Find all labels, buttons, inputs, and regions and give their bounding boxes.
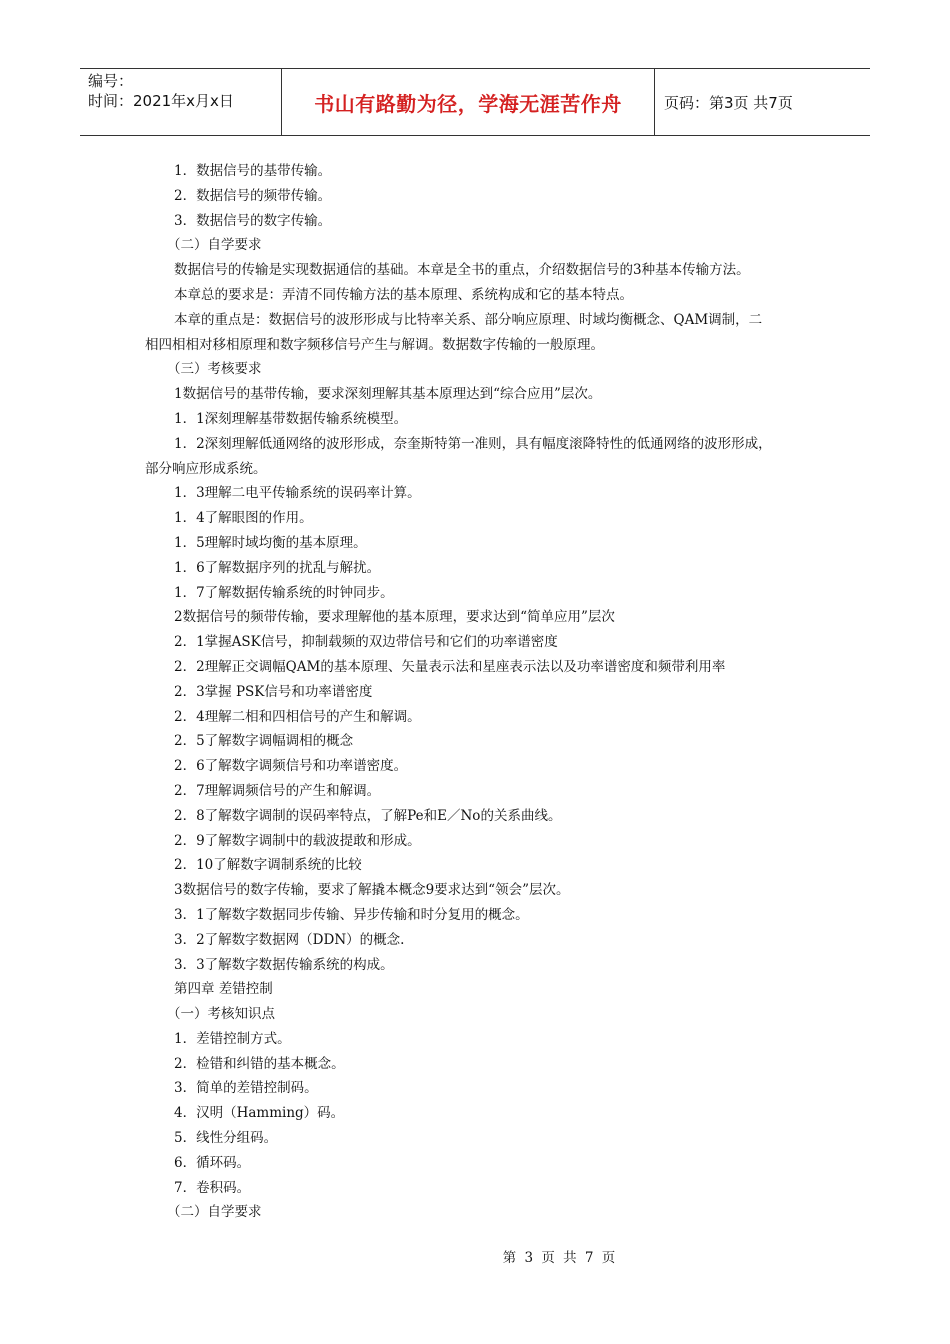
text-line: 1．5理解时域均衡的基本原理。 — [174, 534, 367, 551]
text-line: 3．2了解数字数据网（DDN）的概念. — [174, 931, 405, 948]
text-line: （一）考核知识点 — [167, 1006, 275, 1023]
text-line: 3数据信号的数字传输，要求了解撬本概念9要求达到“领会”层次。 — [174, 882, 570, 899]
text-line: 6．循环码。 — [174, 1154, 251, 1171]
text-line: 部分响应形成系统。 — [145, 460, 267, 477]
text-line: 3．3了解数字数据传输系统的构成。 — [174, 956, 394, 973]
text-line: 2．3掌握 PSK信号和功率谱密度 — [174, 683, 373, 700]
text-line: 1．7了解数据传输系统的时钟同步。 — [174, 584, 394, 601]
text-line: 2．10了解数字调制系统的比较 — [174, 857, 362, 874]
text-line: 1．3理解二电平传输系统的误码率计算。 — [174, 485, 421, 502]
document-body — [145, 159, 810, 1225]
page-header — [80, 68, 870, 136]
text-line: 2．2理解正交调幅QAM的基本原理、矢量表示法和星座表示法以及功率谱密度和频带利用率 — [174, 658, 726, 675]
text-line: 相四相相对移相原理和数字频移信号产生与解调。数据数字传输的一般原理。 — [145, 336, 604, 353]
text-line: 2．1掌握ASK信号，抑制载频的双边带信号和它们的功率谱密度 — [174, 634, 558, 651]
text-line: 2数据信号的频带传输，要求理解他的基本原理，要求达到“简单应用”层次 — [174, 609, 615, 626]
text-line: 5．线性分组码。 — [174, 1130, 278, 1147]
text-line: 2．9了解数字调制中的载波提敢和形成。 — [174, 832, 421, 849]
document-time-label: 时间：2021年x月x日 — [88, 92, 234, 110]
text-line: （三）考核要求 — [167, 361, 262, 378]
document-number-label: 编号： — [88, 72, 134, 90]
text-line: 第四章 差错控制 — [174, 981, 273, 998]
text-line: 2．6了解数字调频信号和功率谱密度。 — [174, 758, 408, 775]
text-line: 2．5了解数字调幅调相的概念 — [174, 733, 354, 750]
text-line: 1．数据信号的基带传输。 — [174, 163, 332, 179]
text-line: 1．差错控制方式。 — [174, 1030, 291, 1047]
text-line: 数据信号的传输是实现数据通信的基础。本章是全书的重点，介绍数据信号的3种基本传输方法。 — [174, 262, 750, 279]
text-line: 本章的重点是：数据信号的波形形成与比特率关系、部分响应原理、时域均衡概念、QAM调制，二 — [174, 311, 763, 328]
header-page-info: 页码：第3页 共7页 — [664, 93, 793, 112]
text-line: 2．数据信号的频带传输。 — [174, 187, 332, 204]
text-line: 2．检错和纠错的基本概念。 — [174, 1055, 345, 1072]
header-motto: 书山有路勤为径，学海无涯苦作舟 — [282, 69, 655, 135]
header-left-cell — [80, 69, 282, 135]
page-footer: 第 3 页 共 7 页 — [502, 1250, 618, 1266]
text-line: 本章总的要求是：弄清不同传输方法的基本原理、系统构成和它的基本特点。 — [174, 286, 633, 303]
text-line: 1．1深刻理解基带数据传输系统模型。 — [174, 410, 408, 427]
text-line: 2．7理解调频信号的产生和解调。 — [174, 782, 381, 799]
text-line: 2．4理解二相和四相信号的产生和解调。 — [174, 708, 421, 725]
text-line: 4．汉明（Hamming）码。 — [174, 1105, 345, 1122]
text-line: 7．卷积码。 — [174, 1179, 251, 1196]
text-line: （二）自学要求 — [167, 237, 262, 254]
text-line: 1数据信号的基带传输，要求深刻理解其基本原理达到“综合应用”层次。 — [174, 386, 602, 403]
text-line: 3．1了解数字数据同步传输、异步传输和时分复用的概念。 — [174, 906, 529, 923]
text-line: 3．数据信号的数字传输。 — [174, 212, 332, 229]
text-line: 1．2深刻理解低通网络的波形形成，奈奎斯特第一准则，具有幅度滚降特性的低通网络的波形形成， — [174, 435, 772, 452]
text-line: 3．简单的差错控制码。 — [174, 1080, 318, 1097]
text-line: 1．4了解眼图的作用。 — [174, 510, 313, 527]
text-line: （二）自学要求 — [167, 1204, 262, 1221]
text-line: 2．8了解数字调制的误码率特点，了解Pe和E／No的关系曲线。 — [174, 807, 562, 824]
text-line: 1．6了解数据序列的扰乱与解扰。 — [174, 559, 381, 576]
